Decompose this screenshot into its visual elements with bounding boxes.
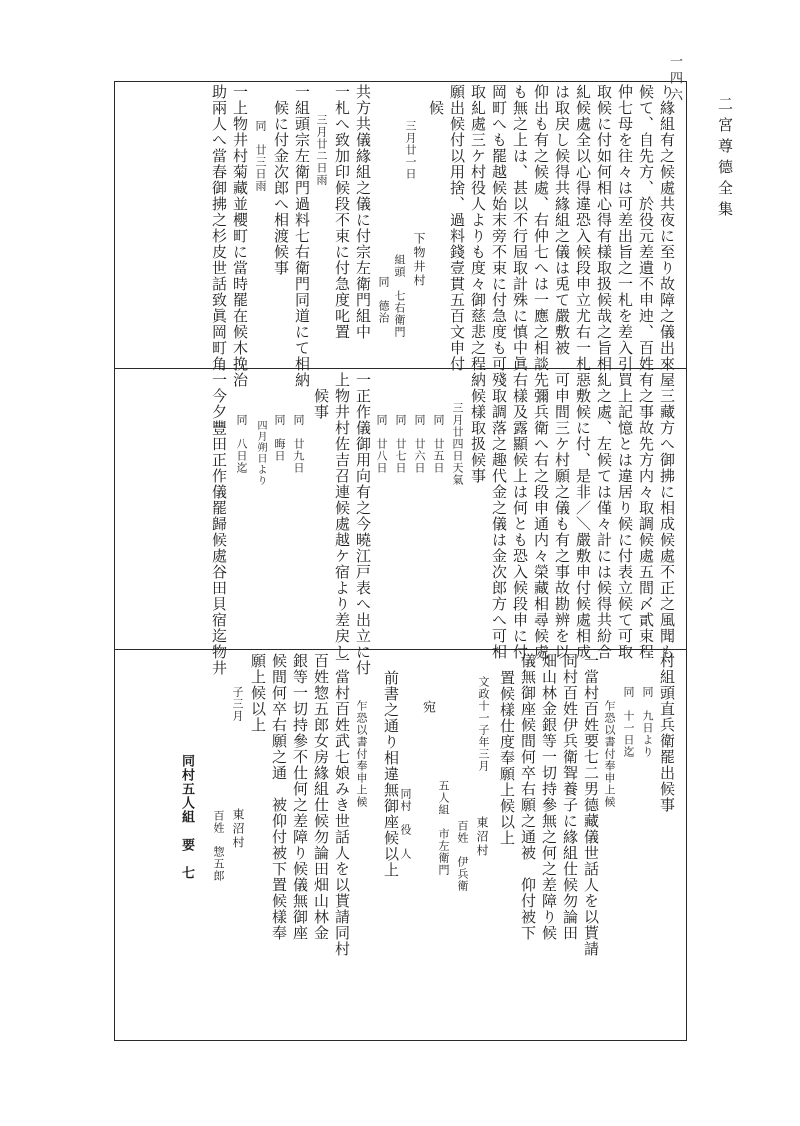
text-column: 候て、自先方、於役元差遺不申迚、百姓 <box>637 84 655 372</box>
text-column: 一組頭宗左衛門過料七右衛門同道にて相納 <box>293 84 311 388</box>
date-line: 子三月 <box>231 686 244 722</box>
text-column: 取候に付如何相心得有樣取扱候哉之旨相 <box>595 84 613 372</box>
document-heading: 乍恐以書付奉申上候 <box>603 700 616 808</box>
text-column: 糺之處、左候ては僅々計には候得共紛合 <box>595 372 613 660</box>
text-column: 殘取調落之趣代金之儀は金次郎方へ可相 <box>490 372 508 660</box>
text-column: 畑山林金銀等一切持參無之何之差障り候 <box>540 653 558 941</box>
date-line: 同 晦日 <box>273 414 286 462</box>
text-column: 仲七母を往々は可差出旨之一札を差入引 <box>616 84 634 372</box>
text-column: 納候樣取扱候事 <box>469 372 487 484</box>
text-column: も無之上は、甚以不行屆取計殊に慎中眞 <box>511 84 529 372</box>
text-column: り緣組有之候處共夜に至り故障之儀出來 <box>658 84 676 372</box>
text-column: 有之事故先方内々取調候處五間〆貳束程 <box>637 372 655 660</box>
book-title: 二宮尊德全集 <box>716 96 734 222</box>
page-number: 一四六 <box>667 54 682 105</box>
text-column: 共方共儀緣組之儀に付宗左衛門組中 <box>354 84 372 340</box>
document-heading: 乍恐以書付奉申上候 <box>355 700 368 808</box>
date-line: 同 廿九日 <box>292 414 305 474</box>
text-column: 仰出も有之候處、右仲七へは一應之相談 <box>532 84 550 372</box>
text-column: 可申間三ケ村願之儀も有之事故勘辨を以 <box>553 372 571 660</box>
date-line: 同 廿五日 <box>432 414 445 474</box>
date-line: 同 八日迄 <box>235 414 248 474</box>
text-column: 一當村百姓要七二男德藏儀世話人を以貰請 <box>582 653 600 957</box>
text-column: 同村百姓伊兵衛聟養子に緣組仕候勿論田 <box>561 653 579 941</box>
text-column: 百姓惣五郎女房緣組仕候勿論田畑山林金 <box>312 653 330 941</box>
text-column: 屋三藏方へ御拂に相成候處不正之風聞も <box>658 372 676 660</box>
text-column: 願出候付以用捨、過料錢壹貫五百文申付 <box>448 84 466 372</box>
text-column: 候 <box>427 100 445 116</box>
signatory: 五人組 市左衛門 <box>437 780 450 876</box>
date-line: 同 十一日迄 <box>622 686 635 758</box>
signatory: 同村 役 人 <box>399 788 412 860</box>
text-column: は取戻し候得共緣組之儀は兎て嚴敷被 <box>553 84 571 356</box>
text-column: 置候樣仕度奉願上候以上 <box>498 670 516 846</box>
date-line: 同 廿七日 <box>394 414 407 474</box>
signatory: 同村五人組 要 七 <box>179 754 194 880</box>
text-column: 一上物井村菊藏並櫻町に當時罷在候木挽治 <box>231 84 249 388</box>
text-column: 候に付金次郎へ相渡候事 <box>272 100 290 276</box>
date-line: 三月廿四日天氣 <box>451 402 464 486</box>
text-column: 一今夕豐田正作儀罷歸候處谷田貝宿迄物井 <box>210 372 228 676</box>
date-line: 四月朔日より <box>255 420 266 486</box>
date-line: 三月廿一日 <box>404 120 417 180</box>
date-line: 同 廿六日 <box>413 414 426 474</box>
signatory: 同 德治 <box>377 276 390 324</box>
village-name: 下物井村 <box>412 232 426 288</box>
text-column: 先彌兵衛へ右之段申通内々榮藏相尋候處 <box>532 372 550 660</box>
date-line: 三月廿二日雨 <box>315 114 328 186</box>
village-name: 東沼村 <box>475 816 489 858</box>
text-column: 岡町へも罷越候始末旁不束に付急度も可 <box>490 84 508 372</box>
text-column: 願上候以上 <box>249 653 267 733</box>
addressee: 宛 <box>420 700 435 714</box>
text-column: 買上記憶とは違居り候に付表立候て可取 <box>616 372 634 660</box>
text-column: 右樣及露顯候上は何とも恐入候段申に付 <box>511 372 529 660</box>
signatory: 百姓 伊兵衛 <box>456 820 469 892</box>
village-name: 東沼村 <box>231 808 245 850</box>
text-column: 候間何卒右願之通 被仰付被下置候樣奉 <box>270 653 288 941</box>
text-column: 取糺處三ケ村役人よりも度々御慈悲之程 <box>469 84 487 372</box>
text-column: 上物井村佐吉召連候處越ケ宿より差戻し <box>333 372 351 660</box>
signatory: 百姓 惣五郎 <box>212 810 225 882</box>
text-column: 村組頭直兵衛罷出候事 <box>658 653 676 813</box>
date-line: 同 廿三日雨 <box>254 120 267 192</box>
text-column: 銀等一切持參不仕何之差障り候儀無御座 <box>291 653 309 941</box>
text-column: 助兩人へ當春御拂之杉皮世話致眞岡町角 <box>210 84 228 372</box>
date-line: 文政十一子年三月 <box>477 676 490 772</box>
text-column: 惡敷候に付、是非／＼嚴敷申付候處相成 <box>574 372 592 660</box>
text-column: 候事 <box>312 388 330 420</box>
text-column: 一正作儀御用向有之今曉江戸表へ出立に付 <box>354 372 372 676</box>
date-line: 同 廿八日 <box>375 414 388 474</box>
text-column: 儀無御座候間何卒右願之通被 仰付被下 <box>519 653 537 941</box>
date-line: 同 九日より <box>641 686 654 758</box>
text-column: 一當村百姓武七娘みき世話人を以貰請同村 <box>333 653 351 957</box>
text-column: 糺候處全以心得違恐入候段申立尤右一札 <box>574 84 592 372</box>
text-column: 一札へ致加印候段不束に付急度叱置 <box>333 84 351 340</box>
signatory: 組頭 七右衛門 <box>393 254 406 338</box>
text-column: 前書之通り相違無御座候以上 <box>382 670 400 878</box>
